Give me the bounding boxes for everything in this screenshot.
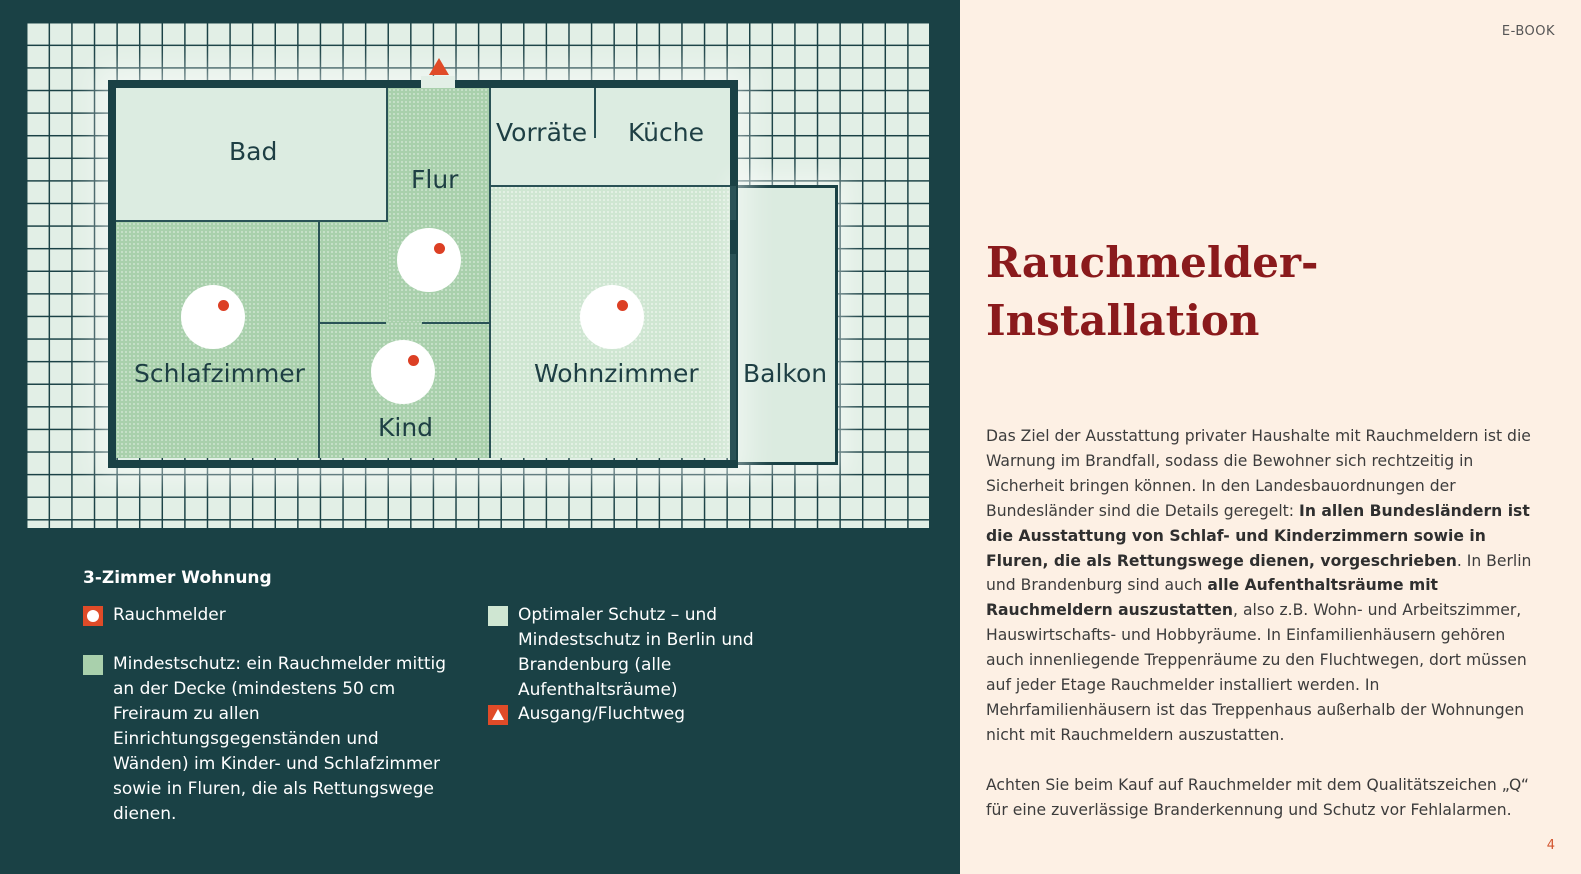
label-kueche: Küche: [628, 118, 704, 147]
wall-kueche-bottom: [490, 185, 730, 187]
wall-kind-top-a: [318, 322, 386, 324]
ebook-tag: E-BOOK: [1501, 24, 1555, 39]
detector-led: [617, 300, 628, 311]
wall-bad-bottom: [116, 220, 388, 222]
smoke-detector-icon: [397, 228, 461, 292]
p1-text-e: , also z.B. Wohn- und Arbeitszimmer, Hauswirtschafts- und Hobbyräume. In Einfamilienhäusern gehören auch innenliegende Treppenräume zu den Fluchtwegen, dort müssen auf jeder Etage Rauchmelder installiert werden. In Mehrfamilienhäusern ist das Treppenhaus außerhalb der Wohnungen nicht mit Rauchmeldern auszustatten.: [986, 601, 1527, 744]
wall-bad-right: [386, 88, 388, 222]
detector-led: [434, 243, 445, 254]
wall-flur-right: [489, 88, 491, 458]
label-vorraete: Vorräte: [496, 118, 588, 147]
label-bad: Bad: [229, 137, 278, 166]
smoke-detector-icon: [580, 285, 644, 349]
wall-balkon-door-b: [730, 254, 736, 460]
p1-bold-d: alle Aufenthaltsräume mit Rauchmeldern auszustatten: [986, 576, 1438, 620]
article-body: [986, 424, 1538, 823]
wall-vorraete-right: [594, 88, 596, 138]
exit-marker-icon: [429, 58, 449, 75]
smoke-detector-icon: [83, 606, 103, 626]
detector-led: [218, 300, 229, 311]
legend-detector-label: Rauchmelder: [113, 605, 226, 625]
page-number: 4: [1546, 838, 1555, 853]
wall-balkon-door: [730, 186, 736, 220]
label-schlafzimmer: Schlafzimmer: [134, 359, 305, 388]
label-wohnzimmer: Wohnzimmer: [534, 359, 699, 388]
room-balkon: [738, 185, 838, 465]
label-kind: Kind: [378, 413, 434, 442]
entrance-door: [421, 76, 455, 88]
p1-bold-b: In allen Bundesländern ist die Ausstattung von Schlaf- und Kinderzimmern sowie in Fluren, die als Rettungswege dienen, vorgeschrieben: [986, 501, 1530, 570]
p1-text-c: . In Berlin und Brandenburg sind auch: [986, 551, 1532, 595]
wall-schlaf-right: [318, 222, 320, 458]
wall-kind-top-b: [422, 322, 490, 324]
detector-led: [408, 355, 419, 366]
smoke-detector-icon: [371, 340, 435, 404]
smoke-detector-icon: [181, 285, 245, 349]
page-title: Rauchmelder-Installation: [986, 238, 1319, 345]
paragraph-2: Achten Sie beim Kauf auf Rauchmelder mit dem Qualitätszeichen „Q“ für eine zuverlässige Branderkennung und Schutz vor Fehlalarmen.: [986, 775, 1529, 819]
floor-plan: [26, 22, 929, 528]
legend-title: 3-Zimmer Wohnung: [83, 568, 272, 588]
legend-exit-label: Ausgang/Fluchtweg: [518, 704, 685, 724]
label-balkon: Balkon: [743, 359, 828, 388]
legend-opt-label: Optimaler Schutz – und Mindestschutz in Berlin und Brandenburg (alle Aufenthaltsräume): [518, 605, 754, 700]
label-flur: Flur: [411, 165, 459, 194]
legend-min-label: Mindestschutz: ein Rauchmelder mittig an der Decke (mindestens 50 cm Freiraum zu allen Einrichtungsgegenständen und Wänden) im Kinder- und Schlafzimmer sowie in Fluren, die als Rettungswege dienen.: [113, 654, 447, 824]
opt-zone-swatch: [488, 606, 508, 626]
min-zone-swatch: [83, 655, 103, 675]
exit-marker-icon: [488, 705, 508, 725]
text-panel: [960, 0, 1581, 874]
paragraph-1: [986, 424, 1538, 748]
p1-text-a: Das Ziel der Ausstattung privater Haushalte mit Rauchmeldern ist die Warnung im Brandfall, sodass die Bewohner sich rechtzeitig in Sicherheit bringen können. In den Landesbauordnungen der Bundesländer sind die Details geregelt:: [986, 427, 1531, 520]
